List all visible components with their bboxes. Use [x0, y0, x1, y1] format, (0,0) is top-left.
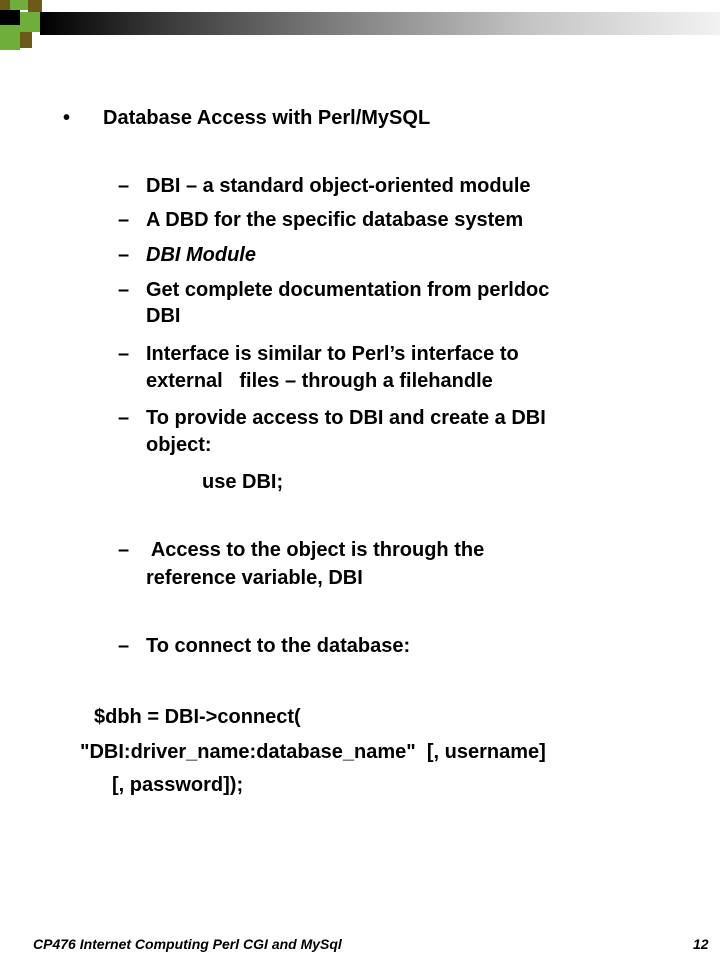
gradient-bar — [40, 12, 720, 35]
dash-marker: – — [118, 279, 130, 301]
dash-marker: – — [118, 635, 130, 657]
bullet-marker: • — [63, 107, 71, 129]
list-item: Get complete documentation from perldoc — [146, 279, 550, 301]
slide-heading: Database Access with Perl/MySQL — [103, 107, 431, 129]
deco-square — [0, 10, 20, 25]
footer-page-number: 12 — [693, 936, 709, 952]
deco-square — [0, 0, 10, 10]
list-item-continuation: reference variable, DBI — [146, 567, 363, 589]
code-line: $dbh = DBI->connect( — [94, 706, 301, 728]
list-item: Access to the object is through the — [146, 539, 485, 561]
dash-marker: – — [118, 209, 130, 231]
list-item: Interface is similar to Perl’s interface to — [146, 343, 519, 365]
list-item-continuation: object: — [146, 434, 212, 456]
list-item: To provide access to DBI and create a DBI — [146, 407, 546, 429]
footer-course-title: CP476 Internet Computing Perl CGI and MySql — [33, 936, 342, 952]
dash-marker: – — [118, 175, 130, 197]
list-item: A DBD for the specific database system — [146, 209, 524, 231]
code-line: use DBI; — [202, 471, 284, 493]
dash-marker: – — [118, 407, 130, 429]
list-item-continuation: external files – through a filehandle — [146, 370, 493, 392]
header-decoration — [0, 0, 720, 50]
list-item: To connect to the database: — [146, 635, 411, 657]
deco-square — [0, 25, 20, 50]
list-item-continuation: DBI — [146, 305, 181, 327]
dash-marker: – — [118, 343, 130, 365]
dash-marker: – — [118, 539, 130, 561]
dash-marker: – — [118, 244, 130, 266]
list-item: DBI – a standard object-oriented module — [146, 175, 531, 197]
list-item: DBI Module — [146, 244, 256, 266]
deco-square — [20, 32, 32, 48]
deco-square — [28, 0, 42, 12]
code-line: "DBI:driver_name:database_name" [, username] — [80, 741, 546, 763]
code-line: [, password]); — [112, 774, 244, 796]
deco-square — [20, 12, 40, 32]
deco-square — [20, 0, 28, 10]
